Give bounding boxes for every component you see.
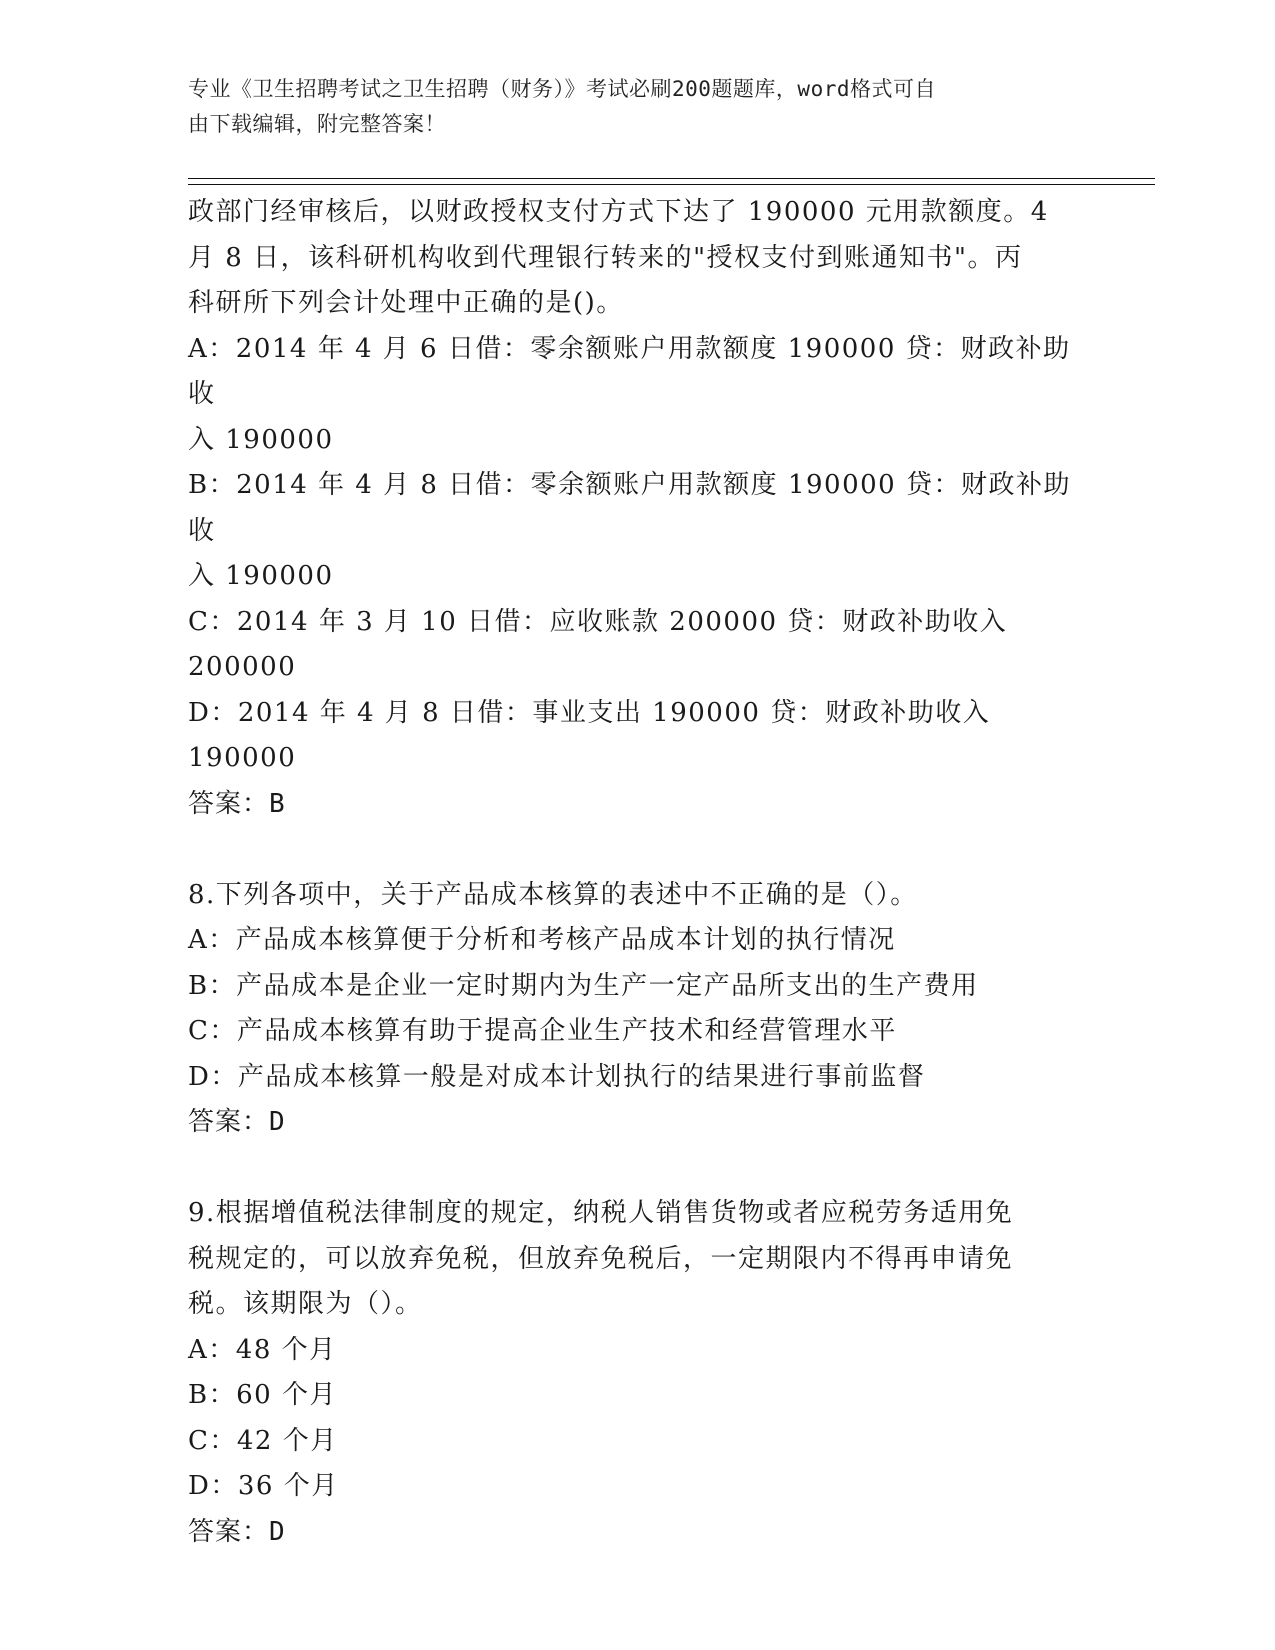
option-c: C：产品成本核算有助于提高企业生产技术和经营管理水平 [188,1016,897,1046]
header-rule-top [188,178,1155,179]
option-a: A：产品成本核算便于分析和考核产品成本计划的执行情况 [188,925,896,955]
question-8 [188,873,1078,1146]
question-stem: 8.下列各项中，关于产品成本核算的表述中不正确的是（）。 [188,879,918,910]
document-body [188,190,1078,1555]
header-rule-bottom [188,184,1155,185]
answer-line: 答案：D [188,1107,286,1137]
option-d: D：产品成本核算一般是对成本计划执行的结果进行事前监督 [188,1061,926,1092]
document-header [188,72,1068,142]
header-line-2: 由下载编辑，附完整答案！ [188,112,446,136]
option-d: D：36 个月 [188,1471,339,1501]
question-stem-line: 9.根据增值税法律制度的规定，纳税人销售货物或者应税劳务适用免 [188,1198,1014,1228]
answer-line: 答案：B [188,788,286,819]
option-b: B：60 个月 [188,1380,337,1410]
answer-line: 答案：D [188,1516,286,1547]
section-spacer [188,827,1078,873]
option-b: B：产品成本是企业一定时期内为生产一定产品所支出的生产费用 [188,970,979,1001]
header-line-1: 专业《卫生招聘考试之卫生招聘（财务）》考试必刷200题题库，word格式可自 [188,77,936,101]
option-a: A：48 个月 [188,1334,337,1365]
question-stem-line: 科研所下列会计处理中正确的是()。 [188,288,624,318]
question-7 [188,190,1078,827]
question-stem-line: 月 8 日，该科研机构收到代理银行转来的"授权支付到账通知书"。丙 [188,242,1023,273]
question-stem-line: 政部门经审核后，以财政授权支付方式下达了 190000 元用款额度。4 [188,197,1049,227]
option-c: C：2014 年 3 月 10 日借：应收账款 200000 贷：财政补助收入 200000 [188,606,1008,682]
option-d: D：2014 年 4 月 8 日借：事业支出 190000 贷：财政补助收入 190000 [188,697,991,773]
option-b: B：2014 年 4 月 8 日借：零余额账户用款额度 190000 贷：财政补助收 [188,470,1071,546]
question-9 [188,1191,1078,1555]
question-stem-line: 税。该期限为（）。 [188,1289,423,1319]
option-c: C：42 个月 [188,1425,338,1456]
section-spacer [188,1146,1078,1192]
option-a: A：2014 年 4 月 6 日借：零余额账户用款额度 190000 贷：财政补助收 [188,333,1071,409]
option-a-continuation: 入 190000 [188,424,334,455]
option-b-continuation: 入 190000 [188,561,334,591]
question-stem-line: 税规定的，可以放弃免税，但放弃免税后，一定期限内不得再申请免 [188,1243,1014,1274]
